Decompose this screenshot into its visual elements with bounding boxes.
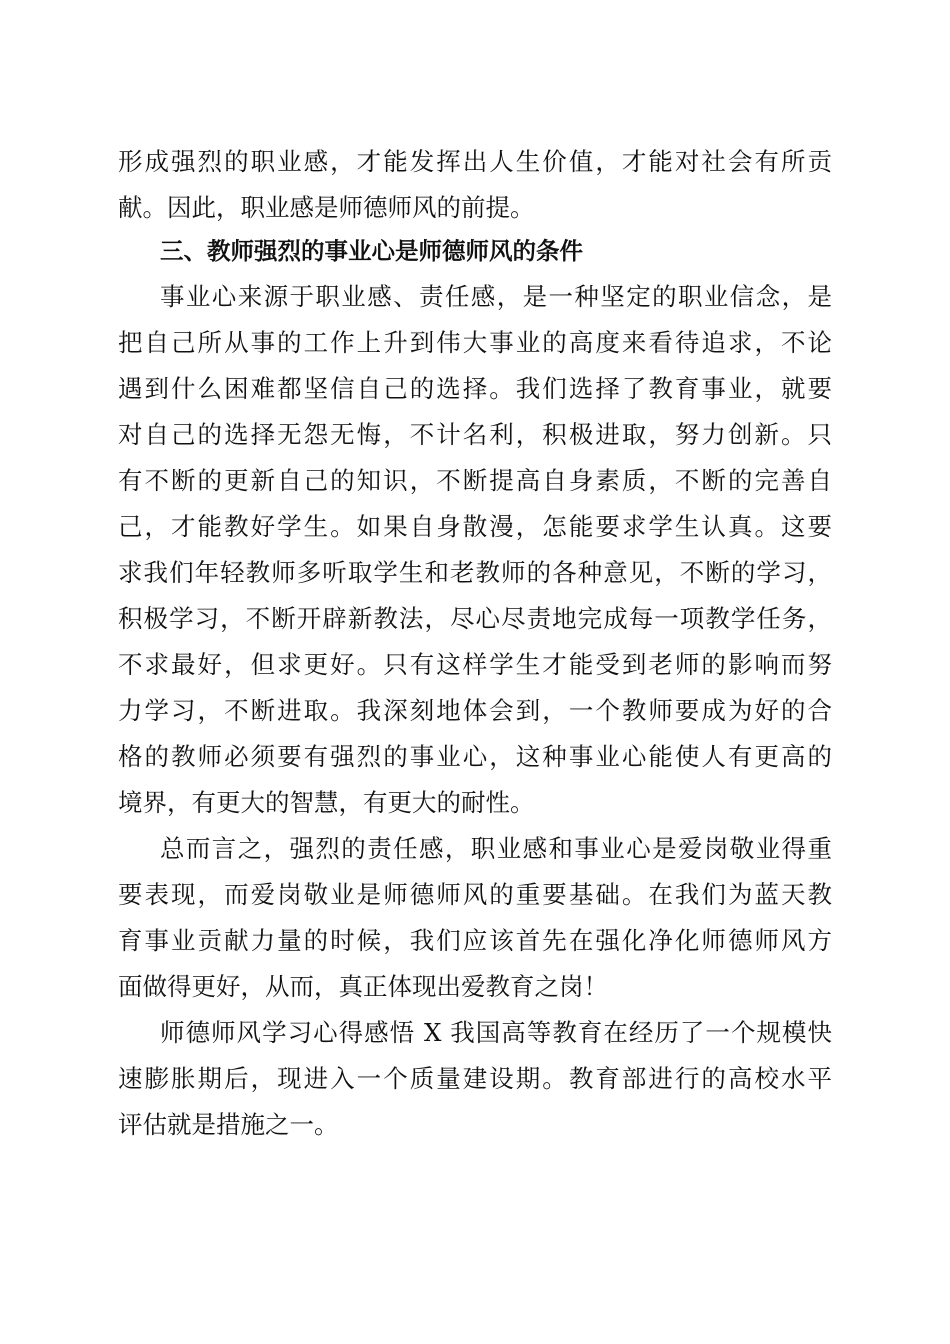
paragraph-line: 形成强烈的职业感，才能发挥出人生价值，才能对社会有所贡	[118, 147, 832, 176]
paragraph-line: 遇到什么困难都坚信自己的选择。我们选择了教育事业，就要	[118, 374, 832, 403]
paragraph-line: 评估就是措施之一。	[118, 1110, 339, 1139]
paragraph-line: 事业心来源于职业感、责任感，是一种坚定的职业信念，是	[160, 282, 832, 311]
paragraph-line: 献。因此，职业感是师德师风的前提。	[118, 193, 535, 222]
paragraph-line: 对自己的选择无怨无悔，不计名利，积极进取，努力创新。只	[118, 420, 832, 449]
paragraph-line: 有不断的更新自己的知识，不断提高自身素质，不断的完善自	[118, 466, 832, 495]
section-heading: 三、教师强烈的事业心是师德师风的条件	[160, 237, 583, 265]
paragraph-line: 积极学习，不断开辟新教法，尽心尽责地完成每一项教学任务，	[118, 604, 832, 633]
paragraph-line: 要表现，而爱岗敬业是师德师风的重要基础。在我们为蓝天教	[118, 880, 832, 909]
paragraph-line: 师德师风学习心得感悟 X 我国高等教育在经历了一个规模快	[160, 1018, 832, 1047]
paragraph-line: 格的教师必须要有强烈的事业心，这种事业心能使人有更高的	[118, 742, 832, 771]
paragraph-line: 力学习，不断进取。我深刻地体会到，一个教师要成为好的合	[118, 696, 832, 725]
paragraph-line: 速膨胀期后，现进入一个质量建设期。教育部进行的高校水平	[118, 1064, 832, 1093]
paragraph-line: 求我们年轻教师多听取学生和老教师的各种意见，不断的学习，	[118, 558, 832, 587]
paragraph-line: 不求最好，但求更好。只有这样学生才能受到老师的影响而努	[118, 650, 832, 679]
paragraph-line: 己，才能教好学生。如果自身散漫，怎能要求学生认真。这要	[118, 512, 832, 541]
paragraph-line: 总而言之，强烈的责任感，职业感和事业心是爱岗敬业得重	[160, 834, 832, 863]
paragraph-line: 育事业贡献力量的时候，我们应该首先在强化净化师德师风方	[118, 926, 832, 955]
paragraph-line: 面做得更好，从而，真正体现出爱教育之岗！	[118, 972, 608, 1001]
paragraph-line: 境界，有更大的智慧，有更大的耐性。	[118, 788, 535, 817]
paragraph-line: 把自己所从事的工作上升到伟大事业的高度来看待追求，不论	[118, 328, 832, 357]
